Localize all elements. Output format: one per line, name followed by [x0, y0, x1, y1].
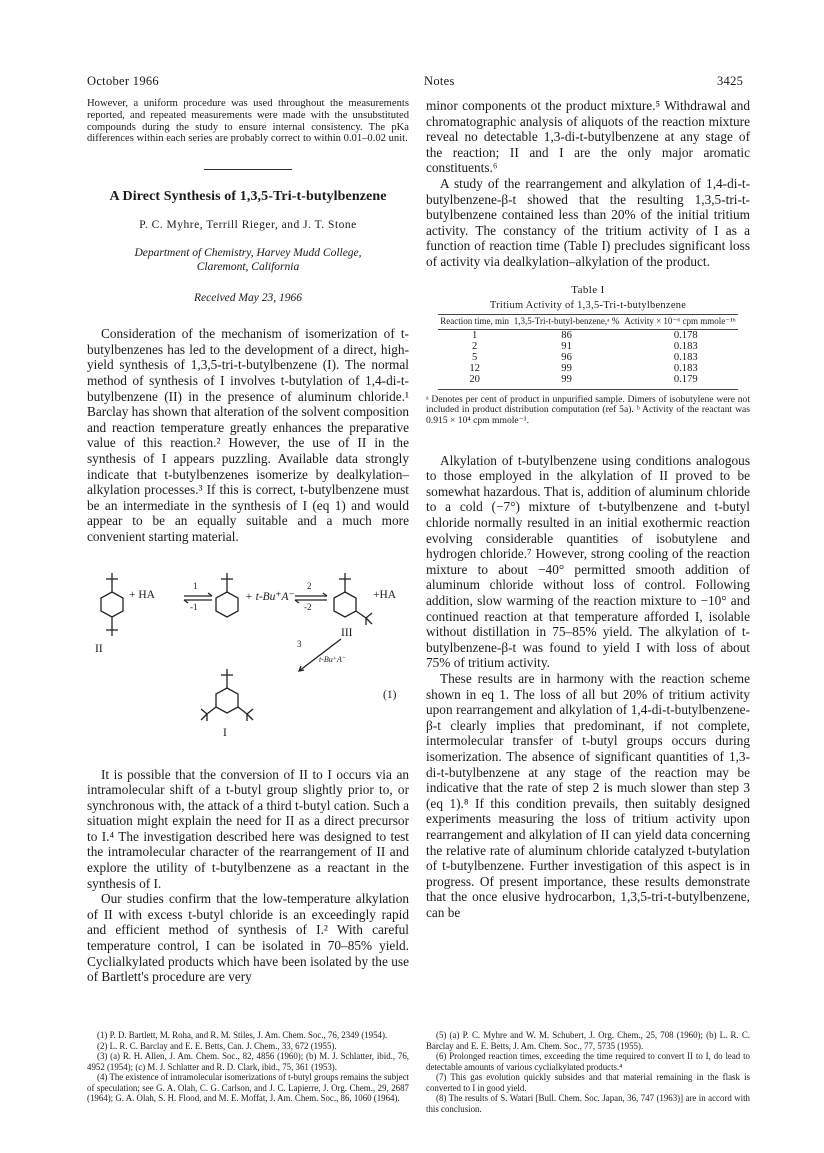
- footnotes-right: [426, 1030, 750, 1114]
- article-title: A Direct Synthesis of 1,3,5-Tri-t-butylbenzene: [109, 189, 387, 205]
- compound-label-I: I: [223, 726, 227, 739]
- table-cell: 91: [561, 340, 572, 352]
- table-cell: 0.183: [673, 363, 698, 375]
- table-header-activity: Activity × 10⁻⁶ cpm mmole⁻¹ᵇ: [622, 314, 738, 329]
- body-paragraph-6: Alkylation of t-butylbenzene using conditions analogous to those employed in the alkylation of II proved to be somewhat hazardous. That is, addition of aluminum chloride to a cold (−7°) mixture of t-butylbenzene and t-butyl chloride normally resulted in an initial exothermic reaction evolving considerable quantities of isobutylene and hydrogen chloride.⁷ However, strong cooling of the reaction mixture to about −40° permitted smooth addition of aluminum chloride without loss of control. Following addition, slow warming of the reaction mixture to −10° and continued reaction at that temperature afforded I, isolable without distillation in 75–85% yield. The alkylation of t-butylbenzene-β-t was found to yield I with loss of about 75% of tritium activity.: [426, 452, 750, 671]
- table-header-time: Reaction time, min: [438, 314, 511, 329]
- table-cell: 99: [561, 363, 572, 375]
- table-cell: 86: [561, 329, 572, 341]
- section-divider: [204, 169, 292, 170]
- scheme-reagent-tbu-small: t-Bu⁺A⁻: [319, 654, 347, 664]
- table-header-percent: 1,3,5-Tri-t-butyl-benzene,ᵃ %: [511, 314, 622, 329]
- table-row: [438, 329, 738, 341]
- footnote-1: (1) P. D. Bartlett, M. Roha, and R. M. Stiles, J. Am. Chem. Soc., 76, 2349 (1954).: [97, 1030, 388, 1040]
- affiliation: [87, 247, 409, 274]
- table-row: [438, 374, 738, 389]
- received-date: Received May 23, 1966: [194, 292, 302, 305]
- affiliation-line-1: Department of Chemistry, Harvey Mudd College,: [134, 247, 362, 260]
- scheme-step-minus-2: -2: [304, 601, 312, 612]
- table-header-row: [438, 314, 738, 329]
- table-row: [438, 352, 738, 363]
- scheme-step-minus-1: -1: [190, 601, 198, 612]
- affiliation-line-2: Claremont, California: [196, 260, 300, 273]
- scheme-reagent-tbu: + t-Bu⁺A⁻: [245, 590, 295, 603]
- benzene-ring-II: [101, 573, 123, 636]
- body-paragraph-4: minor components ot the product mixture.⁵ Withdrawal and chromatographic analysis of aliquots of the reaction mixture reveal no detectable 1,3-di-t-butylbenzene at any stage of the reaction; II and I are the only major aromatic constituents.⁶: [426, 98, 750, 176]
- table-cell: 12: [469, 363, 480, 375]
- scheme-reagent-ha-right: +HA: [373, 588, 397, 601]
- table-cell: 99: [511, 374, 622, 389]
- table-cell: 5: [472, 351, 478, 363]
- footnote-6: (6) Prolonged reaction times, exceeding the time required to convert II to I, do lead to detectable amounts of various cyclialkylated products.⁴: [426, 1051, 750, 1072]
- benzene-ring-tbutylbenzene: [216, 573, 238, 617]
- scheme-reagent-ha: + HA: [129, 588, 155, 601]
- running-header-section: Notes: [424, 74, 455, 88]
- scheme-step-2: 2: [307, 580, 312, 591]
- table-cell: 2: [472, 340, 478, 352]
- table-label: Table I: [571, 283, 605, 296]
- table-title: Tritium Activity of 1,3,5-Tri-t-butylbenzene: [489, 299, 687, 311]
- table-cell: 0.183: [673, 351, 698, 363]
- table-footnote: ᵃ Denotes per cent of product in unpurified sample. Dimers of isobutylene were not included in product distribution computation (ref 5a). ᵇ Activity of the reactant was 0.915 × 10⁴ cpm mmole⁻¹.: [426, 393, 750, 426]
- table-cell: 1: [472, 329, 478, 341]
- right-column: [426, 98, 750, 920]
- compound-label-II: II: [95, 642, 103, 655]
- running-header-date: October 1966: [87, 74, 159, 88]
- benzene-ring-III: [334, 573, 372, 625]
- body-paragraph-7: These results are in harmony with the reaction scheme shown in eq 1. The loss of all but 20% of tritium activity upon rearrangement and alkylation of 1,4-di-t-butylbenzene-β-t clearly implies that predominant, if not complete, intermolecular transfer of t-butyl groups occurs during isomerization. The absence of significant quantities of 1,3-di-t-butylbenzene at any stage of the reaction may be indicative that the rate of step 2 is much slower than step 3 (eq 1).⁸ If this condition prevails, then suitably designed experiments measuring the loss of tritium activity upon rearrangement and alkylation of II can yield data concerning the relative rate of aluminum chloride catalyzed t-butylation of t-butylbenzene. Further investigation of this aspect is in progress. Of present importance, these results demonstrate that the once elusive hydrocarbon, 1,3,5-tri-t-butylbenzene, can be: [426, 670, 750, 920]
- table-cell: 0.183: [673, 340, 698, 352]
- compound-label-III: III: [341, 626, 353, 639]
- table-cell: 0.179: [622, 374, 738, 389]
- equation-number: (1): [383, 688, 397, 701]
- footnote-4: (4) The existence of intramolecular isomerizations of t-butyl groups remains the subject of speculation; see G. A. Olah, C. G. Carlson, and J. C. Lapierre, J. Org. Chem., 29, 2687 (1964); G. A. Olah, S. H. Flood, and M. E. Moffat, J. Am. Chem. Soc., 86, 1060 (1964).: [87, 1072, 409, 1103]
- page-number: 3425: [717, 74, 744, 88]
- table-cell: 0.178: [673, 329, 698, 341]
- intro-paragraph: However, a uniform procedure was used throughout the measurements reported, and repeated measurements were made with the unsubstituted compounds during the study to ensure internal consistency. The pKa differences within each series are probably correct to within 0.01–0.02 unit.: [87, 98, 409, 145]
- tritium-activity-table: [438, 314, 738, 390]
- table-cell: 96: [561, 351, 572, 363]
- body-paragraph-1: Consideration of the mechanism of isomerization of t-butylbenzenes has led to the development of a direct, high-yield synthesis of 1,3,5-tri-t-butylbenzene (I). The normal method of synthesis of I involves t-butylation of 1,4-di-t-butylbenzene (II) in the presence of aluminum chloride.¹ Barclay has shown that alteration of the solvent composition and reaction temperature greatly enhances the preparative value of this reaction.² However, the use of II in the synthesis of I appears puzzling. Available data strongly indicate that t-butylbenzenes isomerize by dealkylation–alkylation processes.³ If this is correct, t-butylbenzene must be an intermediate in the synthesis of I (eq 1) and would appear to be an equally suitable and a much more convenient starting material.: [87, 326, 410, 544]
- footnote-2: (2) L. R. C. Barclay and E. E. Betts, Can. J. Chem., 33, 672 (1955).: [97, 1040, 337, 1051]
- footnote-8: (8) The results of S. Watari [Bull. Chem. Soc. Japan, 36, 747 (1963)] are in accord with this conclusion.: [426, 1093, 750, 1114]
- footnote-5: (5) (a) P. C. Myhre and W. M. Schubert, J. Org. Chem., 25, 708 (1960); (b) L. R. C. Barclay and E. E. Betts, J. Am. Chem. Soc., 77, 5735 (1955).: [426, 1030, 750, 1051]
- footnotes-left: [87, 1030, 409, 1104]
- table-row: [438, 363, 738, 374]
- scheme-step-3: 3: [297, 638, 302, 649]
- table-row: [438, 341, 738, 352]
- reaction-scheme: [87, 555, 409, 767]
- body-paragraph-5: A study of the rearrangement and alkylation of 1,4-di-t-butylbenzene-β-t showed that the resulting 1,3,5-tri-t-butylbenzene contained less than 20% of the initial tritium activity. The constancy of the tritium activity of I as a function of reaction time (Table I) precludes significant loss of activity via dealkylation–alkylation of the product.: [426, 175, 750, 269]
- footnote-7: (7) This gas evolution quickly subsides and that material remaining in the flask is converted to I in good yield.: [426, 1072, 750, 1093]
- benzene-ring-I: [201, 669, 253, 721]
- scheme-step-1: 1: [193, 580, 198, 591]
- table-cell: 20: [438, 374, 511, 389]
- scheme-structures: [87, 555, 409, 767]
- body-paragraph-3: Our studies confirm that the low-temperature alkylation of II with excess t-butyl chloride is an exceedingly rapid and efficient method of synthesis of I.² With careful temperature control, I can be isolated in 70–85% yield. Cyclialkylated products which have been isolated by the use of Bartlett's procedure are very: [87, 891, 409, 985]
- article-authors: P. C. Myhre, Terrill Rieger, and J. T. Stone: [139, 219, 357, 232]
- footnote-3: (3) (a) R. H. Allen, J. Am. Chem. Soc., 82, 4856 (1960); (b) M. J. Schlatter, ibid., 76, 4952 (1954); (c) M. J. Schlatter and R. D. Clark, ibid., 75, 361 (1953).: [87, 1051, 409, 1072]
- body-paragraph-2: It is possible that the conversion of II to I occurs via an intramolecular shift of a t-butyl group slightly prior to, or synchronous with, the attack of a third t-butyl cation. Such a situation might explain the need for II as a direct precursor to I.⁴ The investigation described here was designed to test the intramolecular character of the rearrangement of II and explore the utility of t-butylbenzene as a reactant in the synthesis of I.: [87, 766, 409, 891]
- left-column: [87, 98, 409, 985]
